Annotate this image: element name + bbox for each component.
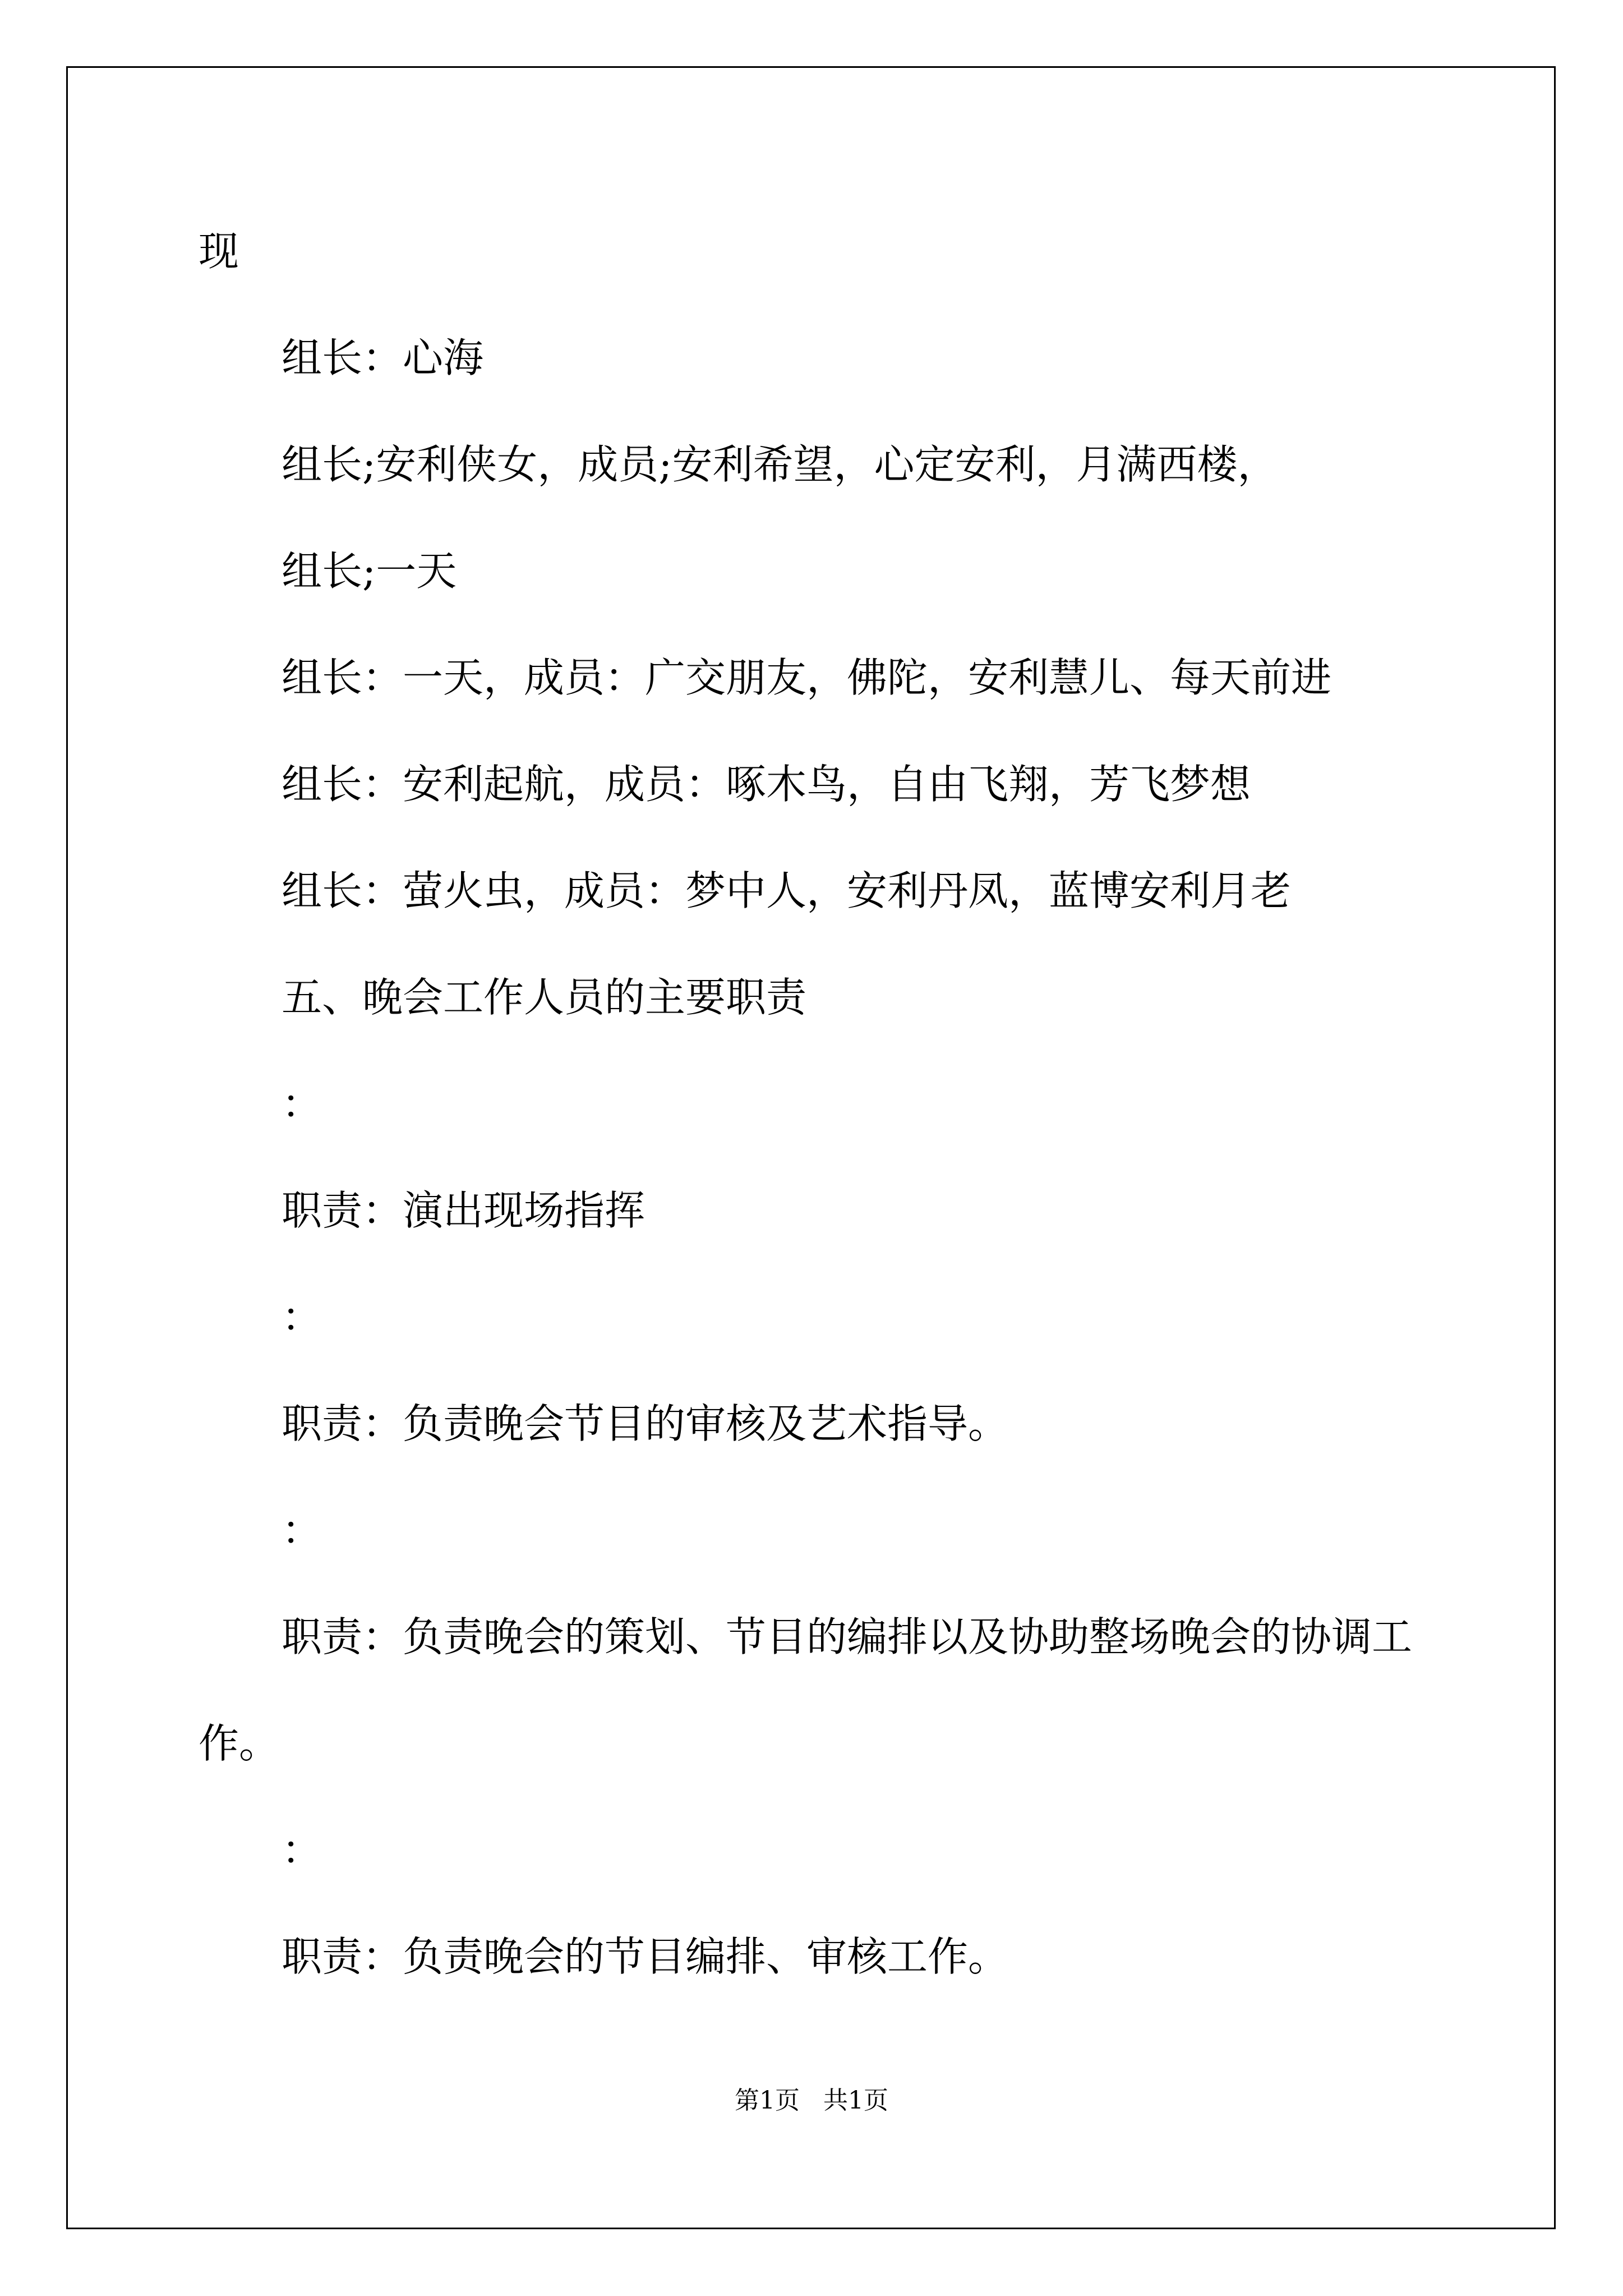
text-line-16: ： (282, 1826, 322, 1874)
section-heading: 五、晚会工作人员的主要职责 (282, 974, 807, 1021)
text-line-14: 职责：负责晚会的策划、节目的编排以及协助整场晚会的协调工 (282, 1613, 1413, 1660)
text-line-5: 组长：一天，成员：广交朋友，佛陀，安利慧儿、每天前进 (282, 654, 1332, 701)
text-line-2: 组长：心海 (282, 334, 484, 381)
text-line-10: 职责：演出现场指挥 (282, 1187, 645, 1234)
text-line-4: 组长;一天 (282, 547, 457, 595)
text-line-17: 职责：负责晚会的节目编排、审核工作。 (282, 1933, 1009, 1980)
text-line-9: ： (282, 1080, 322, 1128)
text-line-12: 职责：负责晚会节目的审核及艺术指导。 (282, 1400, 1009, 1447)
text-line-1: 现 (199, 228, 239, 275)
text-line-7: 组长：萤火虫，成员：梦中人，安利丹凤，蓝博安利月老 (282, 867, 1292, 914)
text-line-15: 作。 (199, 1720, 280, 1767)
text-line-6: 组长：安利起航，成员：啄木鸟，自由飞翔，芳飞梦想 (282, 761, 1251, 808)
text-line-13: ： (282, 1507, 322, 1554)
text-line-3: 组长;安利侠女，成员;安利希望，心定安利，月满西楼， (282, 441, 1278, 488)
page-footer: 第1页 共1页 (735, 2086, 888, 2115)
text-line-11: ： (282, 1294, 322, 1341)
page-border (66, 66, 1556, 2229)
